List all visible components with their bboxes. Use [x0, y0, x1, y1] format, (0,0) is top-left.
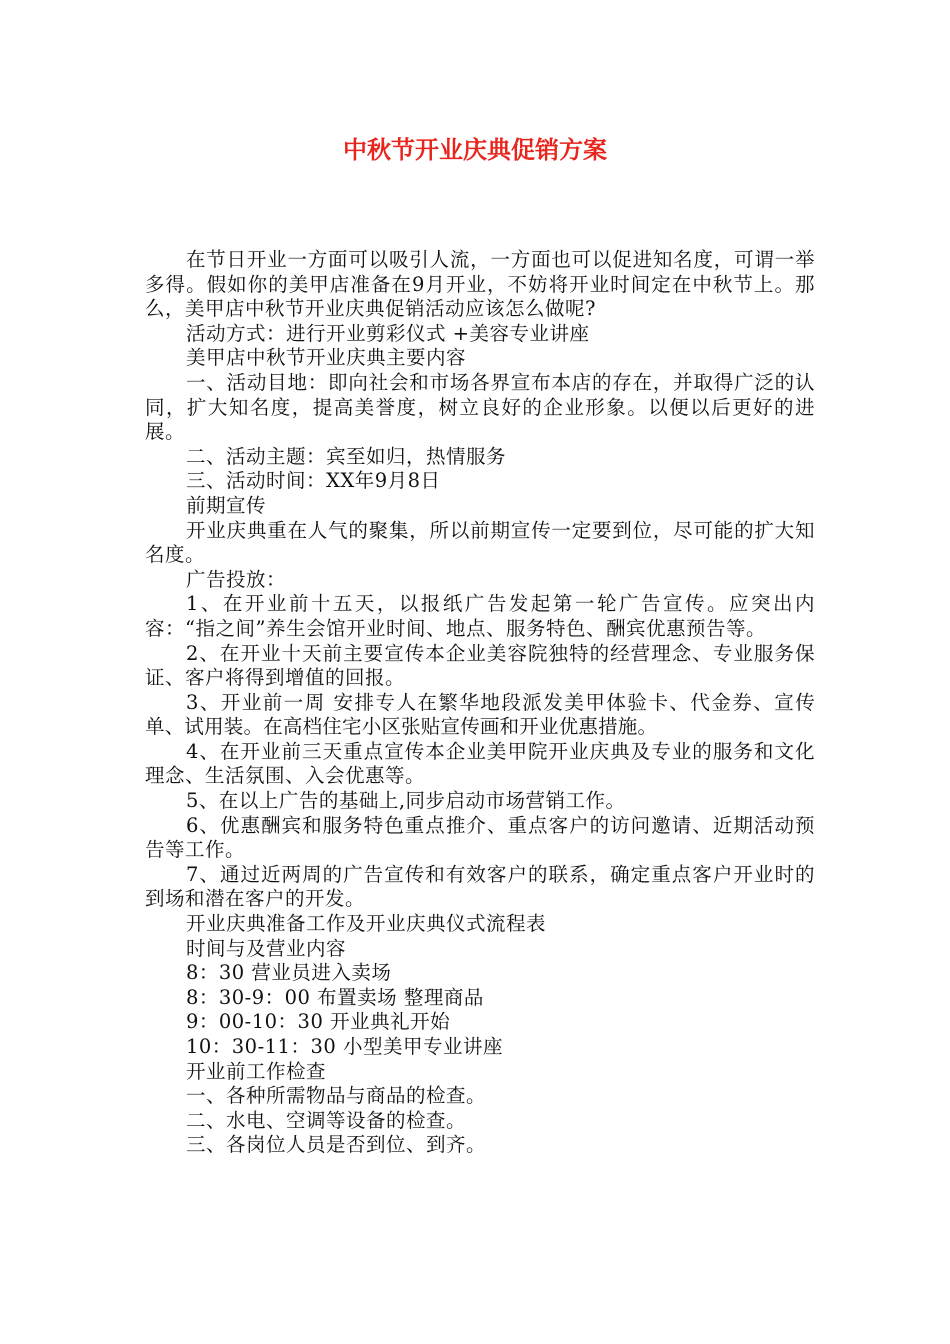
schedule-header: 时间与及营业内容 [185, 936, 346, 960]
check-item: 三、各岗位人员是否到位、到齐。 [185, 1133, 486, 1157]
list-item-ad-1: 1、在开业前十五天，以报纸广告发起第一轮广告宣传。应突出内容：“指之间”养生会馆开业时间、地点、服务特色、酬宾优惠预告等。 [145, 592, 815, 640]
document-body [145, 248, 815, 1158]
schedule-item: 8：30-9：00 布置卖场 整理商品 [185, 985, 484, 1009]
list-item-ad-2: 2、在开业十天前主要宣传本企业美容院独特的经营理念、专业服务保证、客户将得到增值的回报。 [145, 641, 815, 690]
paragraph-activity-theme: 二、活动主题：宾至如归，热情服务 [185, 444, 506, 468]
schedule-item: 10：30-11：30 小型美甲专业讲座 [185, 1035, 503, 1058]
section-heading-schedule: 开业庆典准备工作及开业庆典仪式流程表 [185, 912, 546, 936]
section-heading-pre-opening-check: 开业前工作检查 [185, 1059, 326, 1083]
section-heading-main-content: 美甲店中秋节开业庆典主要内容 [185, 346, 466, 370]
paragraph-activity-purpose: 一、活动目地：即向社会和市场各界宣布本店的存在，并取得广泛的认同，扩大知名度，提高美誉度，树立良好的企业形象。以便以后更好的进展。 [145, 370, 815, 444]
check-item: 二、水电、空调等设备的检查。 [185, 1108, 466, 1132]
paragraph-activity-time: 三、活动时间：XX年9月8日 [185, 469, 441, 493]
list-item-ad-6: 6、优惠酬宾和服务特色重点推介、重点客户的访问邀请、近期活动预告等工作。 [145, 813, 815, 862]
paragraph-pre-promotion: 开业庆典重在人气的聚集，所以前期宣传一定要到位，尽可能的扩大知名度。 [145, 518, 815, 567]
section-heading-pre-promotion: 前期宣传 [185, 493, 266, 517]
list-item-ad-7: 7、通过近两周的广告宣传和有效客户的联系，确定重点客户开业时的到场和潜在客户的开发。 [145, 862, 815, 911]
list-item-ad-5: 5、在以上广告的基础上,同步启动市场营销工作。 [185, 789, 626, 813]
section-heading-advertising: 广告投放： [185, 567, 286, 591]
check-item: 一、各种所需物品与商品的检查。 [185, 1084, 486, 1108]
list-item-ad-3: 3、开业前一周 安排专人在繁华地段派发美甲体验卡、代金券、宣传单、试用装。在高档住宅小区张贴宣传画和开业优惠措施。 [145, 690, 815, 739]
document-title: 中秋节开业庆典促销方案 [343, 136, 607, 164]
list-item-ad-4: 4、在开业前三天重点宣传本企业美甲院开业庆典及专业的服务和文化理念、生活氛围、入会优惠等。 [145, 739, 815, 788]
paragraph-intro: 在节日开业一方面可以吸引人流，一方面也可以促进知名度，可谓一举多得。假如你的美甲店准备在9月开业，不妨将开业时间定在中秋节上。那么，美甲店中秋节开业庆典促销活动应该怎么做呢? [145, 248, 815, 321]
schedule-item: 9：00-10：30 开业典礼开始 [185, 1010, 451, 1034]
paragraph-activity-method: 活动方式：进行开业剪彩仪式 +美容专业讲座 [185, 321, 590, 345]
schedule-item: 8：30 营业员进入卖场 [185, 961, 392, 985]
